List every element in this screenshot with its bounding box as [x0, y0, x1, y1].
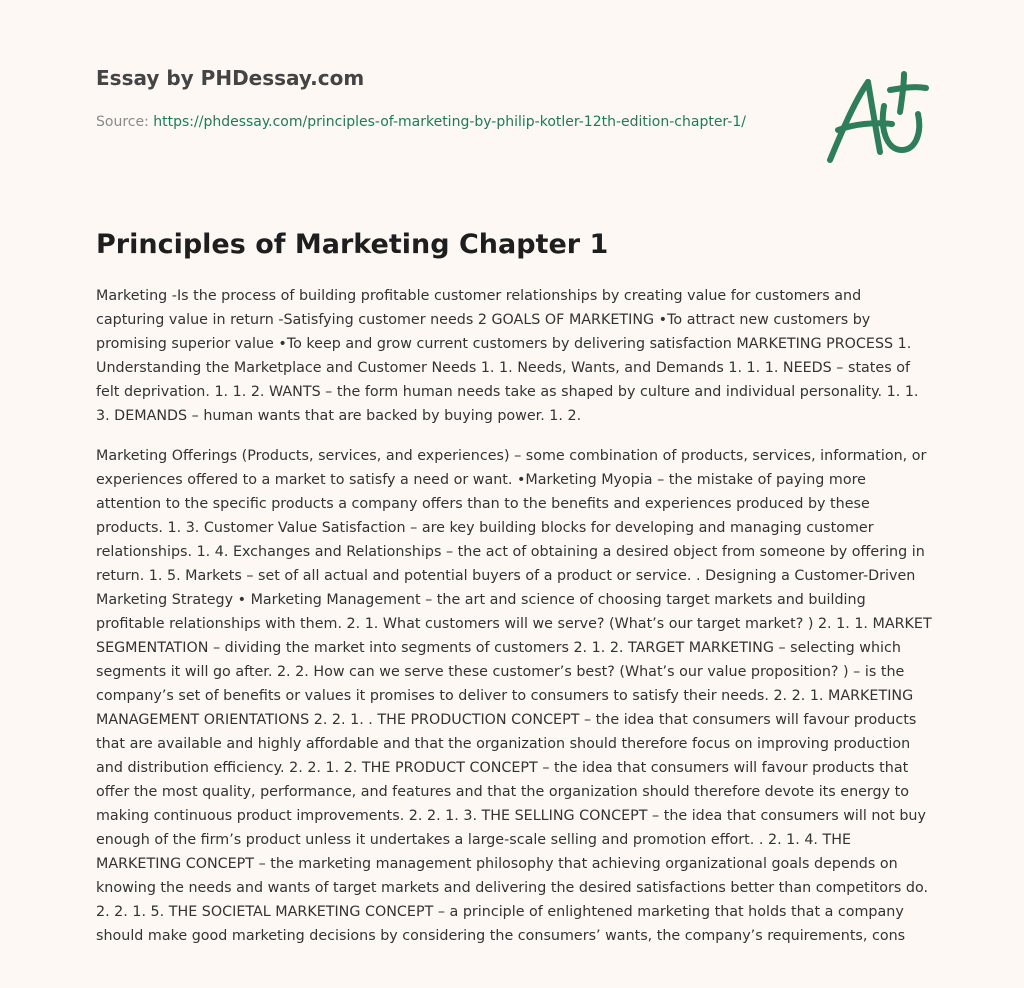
essay-title: Principles of Marketing Chapter 1 — [96, 229, 609, 260]
source-line — [96, 110, 776, 134]
site-brand: Essay by PHDessay.com — [96, 66, 365, 90]
essay-body — [96, 284, 932, 964]
source-label: Source: — [96, 114, 154, 130]
essay-paragraph-1: Marketing -Is the process of building profitable customer relationships by creating value for customers and capturing value in return -Satisfying customer needs 2 GOALS OF MARKETING •To attract new customers by promising superior value •To keep and grow current customers by delivering satisfaction MARKETING PROCESS 1. Understanding the Marketplace and Customer Needs 1. 1. Needs, Wants, and Demands 1. 1. 1. NEEDS – states of felt deprivation. 1. 1. 2. WANTS – the form human needs take as shaped by culture and individual personality. 1. 1. 3. DEMANDS – human wants that are backed by buying power. 1. 2. — [96, 288, 919, 424]
source-link[interactable]: https://phdessay.com/principles-of-marketing-by-philip-kotler-12th-edition-chapter-1/ — [153, 114, 746, 130]
page-header — [96, 64, 776, 134]
essay-paragraph-2: Marketing Offerings (Products, services, and experiences) – some combination of products, services, information, or experiences offered to a market to satisfy a need or want. •Marketing Myopia – the mistake of paying more attention to the specific products a company offers than to the benefits and experiences produced by these products. 1. 3. Customer Value Satisfaction – are key building blocks for developing and managing customer relationships. 1. 4. Exchanges and Relationships – the act of obtaining a desired object from someone by offering in return. 1. 5. Markets – set of all actual and potential buyers of a product or service. . Designing a Customer-Driven Marketing Strategy • Marketing Management – the art and science of choosing target markets and building profitable relationships with them. 2. 1. What customers will we serve? (What’s our target market? ) 2. 1. 1. MARKET SEGMENTATION – dividing the market into segments of customers 2. 1. 2. TARGET MARKETING – selecting which segments it will go after. 2. 2. How can we serve these customer’s best? (What’s our value proposition? ) – is the company’s set of benefits or values it promises to deliver to consumers to satisfy their needs. 2. 2. 1. MARKETING MANAGEMENT ORIENTATIONS 2. 2. 1. . THE PRODUCTION CONCEPT – the idea that consumers will favour products that are available and highly affordable and that the organization should therefore focus on improving production and distribution efficiency. 2. 2. 1. 2. THE PRODUCT CONCEPT – the idea that consumers will favour products that offer the most quality, performance, and features and that the organization should therefore devote its energy to making continuous product improvements. 2. 2. 1. 3. THE SELLING CONCEPT – the idea that consumers will not buy enough of the firm’s product unless it undertakes a large-scale selling and promotion effort. . 2. 1. 4. THE MARKETING CONCEPT – the marketing management philosophy that achieving organizational goals depends on knowing the needs and wants of target markets and delivering the desired satisfactions better than competitors do. 2. 2. 1. 5. THE SOCIETAL MARKETING CONCEPT – a principle of enlightened marketing that holds that a company should make good marketing decisions by considering the consumers’ wants, the company’s requirements, cons — [96, 448, 932, 944]
a-plus-logo — [818, 66, 934, 166]
